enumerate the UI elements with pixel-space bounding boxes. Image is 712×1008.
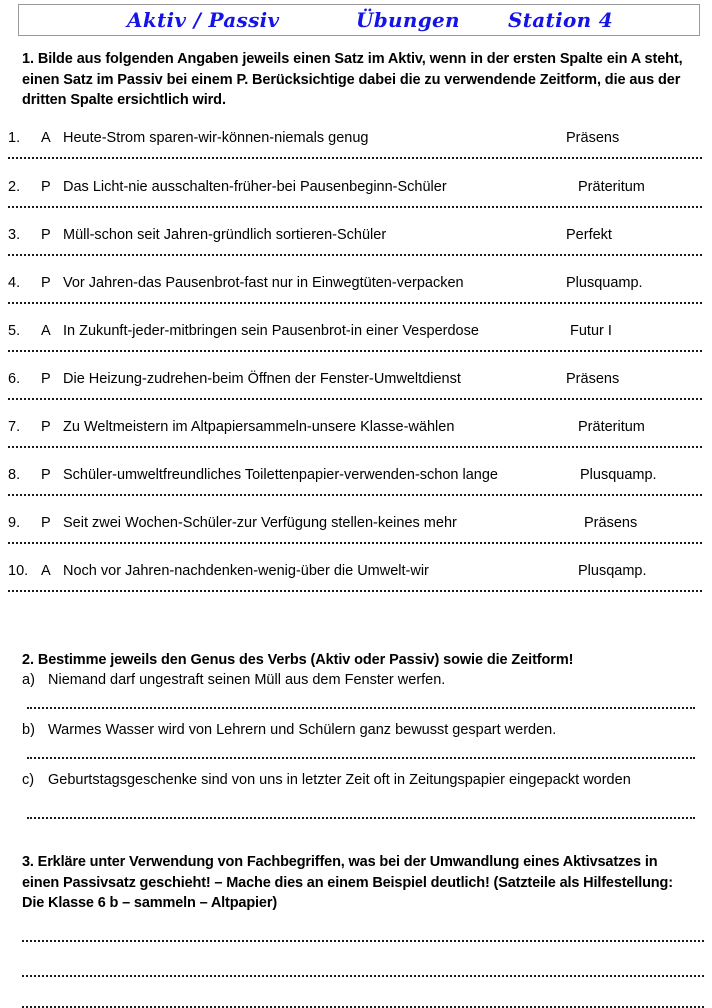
task1-exercise-row bbox=[0, 271, 712, 295]
task1-instruction: 1. Bilde aus folgenden Angaben jeweils einen Satz im Aktiv, wenn in der ersten Spalte ein A steht, einen Satz im Passiv bei einem P. Berücksichtige dabei die zu verwendende Zeitform, die aus der dritten Spalte ersichtlich wird. bbox=[22, 51, 683, 108]
exercise-voice-marker: P bbox=[41, 419, 51, 435]
worksheet-header-box bbox=[18, 4, 700, 36]
header-title-topic: Aktiv / Passiv bbox=[127, 8, 280, 32]
task2-item-label: c) bbox=[22, 772, 35, 788]
answer-line bbox=[22, 975, 704, 977]
answer-line bbox=[22, 940, 704, 942]
header-title-station: Station 4 bbox=[508, 8, 613, 32]
exercise-tense: Plusquamp. bbox=[566, 275, 643, 291]
exercise-tense: Plusqamp. bbox=[578, 563, 647, 579]
exercise-voice-marker: P bbox=[41, 227, 51, 243]
exercise-number: 6. bbox=[8, 371, 21, 387]
exercise-sentence-parts: Müll-schon seit Jahren-gründlich sortieren-Schüler bbox=[63, 227, 387, 243]
task1-exercise-row bbox=[0, 511, 712, 535]
exercise-tense: Präteritum bbox=[578, 179, 645, 195]
task2-item-label: b) bbox=[22, 722, 35, 738]
task1-exercise-row bbox=[0, 559, 712, 583]
exercise-tense: Präsens bbox=[566, 130, 620, 146]
task1-exercise-row bbox=[0, 175, 712, 199]
exercise-sentence-parts: Vor Jahren-das Pausenbrot-fast nur in Einwegtüten-verpacken bbox=[63, 275, 464, 291]
exercise-voice-marker: P bbox=[41, 467, 51, 483]
task1-exercise-row bbox=[0, 223, 712, 247]
task2-item-sentence: Geburtstagsgeschenke sind von uns in letzter Zeit oft in Zeitungspapier eingepackt worden bbox=[48, 772, 631, 788]
answer-line bbox=[8, 494, 702, 496]
answer-line bbox=[8, 542, 702, 544]
exercise-number: 5. bbox=[8, 323, 21, 339]
task1-exercise-row bbox=[0, 415, 712, 439]
exercise-sentence-parts: Noch vor Jahren-nachdenken-wenig-über die Umwelt-wir bbox=[63, 563, 429, 579]
exercise-number: 4. bbox=[8, 275, 21, 291]
task2-item-sentence: Warmes Wasser wird von Lehrern und Schülern ganz bewusst gespart werden. bbox=[48, 722, 557, 738]
exercise-voice-marker: P bbox=[41, 275, 51, 291]
exercise-sentence-parts: Die Heizung-zudrehen-beim Öffnen der Fenster-Umweltdienst bbox=[63, 371, 461, 387]
answer-line bbox=[8, 350, 702, 352]
exercise-sentence-parts: Seit zwei Wochen-Schüler-zur Verfügung stellen-keines mehr bbox=[63, 515, 457, 531]
exercise-voice-marker: P bbox=[41, 179, 51, 195]
exercise-sentence-parts: Zu Weltmeistern im Altpapiersammeln-unsere Klasse-wählen bbox=[63, 419, 455, 435]
header-inner bbox=[19, 5, 699, 35]
exercise-sentence-parts: Heute-Strom sparen-wir-können-niemals genug bbox=[63, 130, 369, 146]
answer-line bbox=[8, 157, 702, 159]
exercise-number: 8. bbox=[8, 467, 21, 483]
exercise-number: 2. bbox=[8, 179, 21, 195]
exercise-number: 9. bbox=[8, 515, 21, 531]
exercise-tense: Präteritum bbox=[578, 419, 645, 435]
task2-item-sentence: Niemand darf ungestraft seinen Müll aus dem Fenster werfen. bbox=[48, 672, 446, 688]
exercise-voice-marker: A bbox=[41, 563, 51, 579]
exercise-voice-marker: A bbox=[41, 323, 51, 339]
exercise-sentence-parts: In Zukunft-jeder-mitbringen sein Pausenbrot-in einer Vesperdose bbox=[63, 323, 479, 339]
exercise-sentence-parts: Schüler-umweltfreundliches Toilettenpapier-verwenden-schon lange bbox=[63, 467, 498, 483]
exercise-number: 7. bbox=[8, 419, 21, 435]
task1-exercise-row bbox=[0, 319, 712, 343]
answer-line bbox=[8, 302, 702, 304]
task3-instruction: 3. Erkläre unter Verwendung von Fachbegriffen, was bei der Umwandlung eines Aktivsatzes in einen Passivsatz geschieht! – Mache dies an einem Beispiel deutlich! (Satzteile als Hilfestellung: Die Klasse 6 b – sammeln – Altpapier) bbox=[22, 854, 673, 911]
exercise-voice-marker: A bbox=[41, 130, 51, 146]
exercise-voice-marker: P bbox=[41, 515, 51, 531]
exercise-tense: Plusquamp. bbox=[580, 467, 657, 483]
answer-line bbox=[8, 254, 702, 256]
exercise-number: 10. bbox=[8, 563, 29, 579]
exercise-tense: Futur I bbox=[570, 323, 612, 339]
task1-exercise-row bbox=[0, 463, 712, 487]
answer-line bbox=[8, 206, 702, 208]
answer-line bbox=[8, 446, 702, 448]
answer-line bbox=[27, 707, 695, 709]
answer-line bbox=[8, 398, 702, 400]
exercise-number: 1. bbox=[8, 130, 21, 146]
exercise-tense: Präsens bbox=[584, 515, 638, 531]
exercise-voice-marker: P bbox=[41, 371, 51, 387]
exercise-tense: Perfekt bbox=[566, 227, 612, 243]
header-title-type: Übungen bbox=[356, 8, 460, 32]
exercise-sentence-parts: Das Licht-nie ausschalten-früher-bei Pausenbeginn-Schüler bbox=[63, 179, 447, 195]
task2-item-label: a) bbox=[22, 672, 35, 688]
exercise-tense: Präsens bbox=[566, 371, 620, 387]
task1-exercise-row bbox=[0, 126, 712, 150]
task2-instruction: 2. Bestimme jeweils den Genus des Verbs (Aktiv oder Passiv) sowie die Zeitform! bbox=[22, 652, 574, 668]
answer-line bbox=[27, 757, 695, 759]
answer-line bbox=[27, 817, 695, 819]
task1-exercise-row bbox=[0, 367, 712, 391]
exercise-number: 3. bbox=[8, 227, 21, 243]
answer-line bbox=[8, 590, 702, 592]
